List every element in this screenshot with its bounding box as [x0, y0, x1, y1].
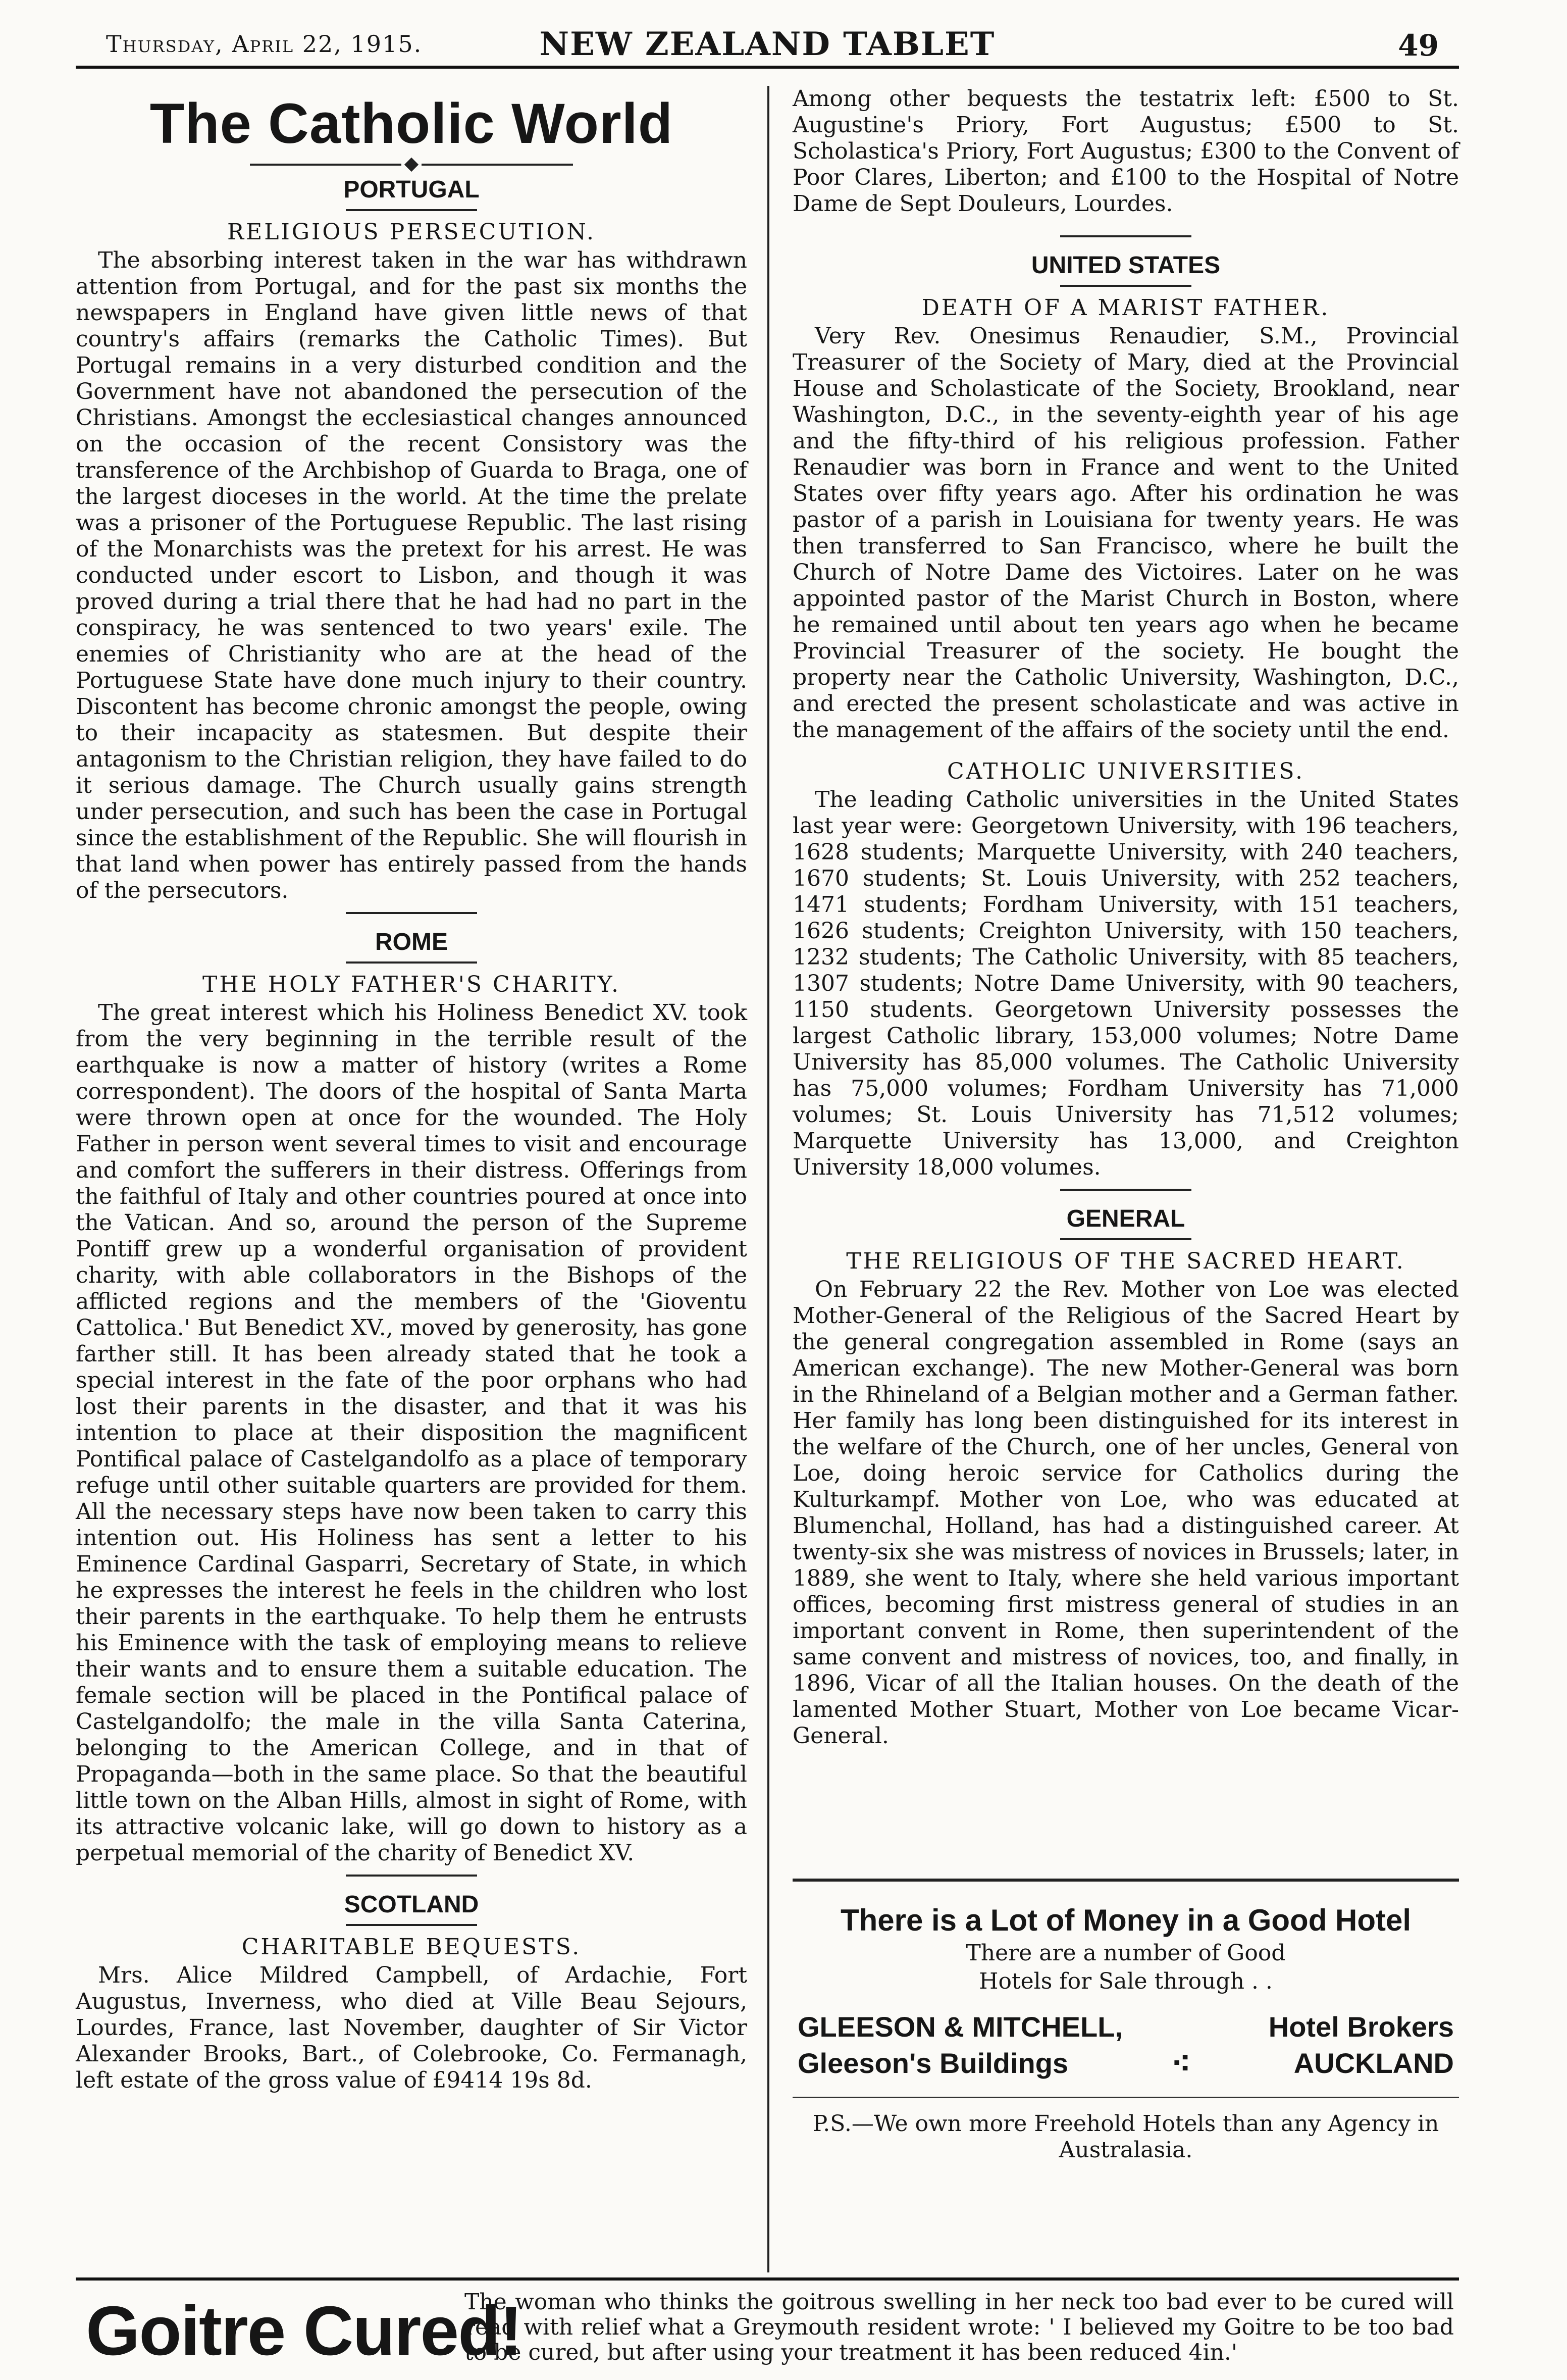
column-divider — [767, 86, 769, 2272]
ad-firm-row — [798, 2009, 1454, 2045]
article-catholic-universities: The leading Catholic universities in the United States last year were: Georgetown University, with 196 teachers, 1628 students; Marquette University, with 240 teachers, 1670 students; St. Louis University, with 252 teachers, 1471 students; Fordham University, with 151 teachers, 1626 students; Creighton University, with 150 teachers, 1232 students; The Catholic University, with 85 teachers, 1307 students; Notre Dame University, with 90 teachers, 1150 students. Georgetown University possesses the largest Catholic library, 153,000 volumes; Notre Dame University has 85,000 volumes. The Catholic University has 75,000 volumes; Fordham University has 71,000 volumes; St. Louis University has 71,512 volumes; Marquette University has 13,000, and Creighton University 18,000 volumes. — [793, 787, 1459, 1180]
article-scotland: Mrs. Alice Mildred Campbell, of Ardachie, Fort Augustus, Inverness, who died at Ville Beau Sejours, Lourdes, France, last November, daughter of Sir Victor Alexander Brooks, Bart., of Colebrooke, Co. Fermanagh, left estate of the gross value of £9414 19s 8d. — [76, 1962, 747, 2093]
headline-holy-fathers-charity: THE HOLY FATHER'S CHARITY. — [202, 972, 620, 997]
article-scotland-continued: Among other bequests the testatrix left: £500 to St. Augustine's Priory, Fort Augustus; £500 to St. Scholastica's Priory, Fort Augustus; £300 to the Convent of Poor Clares, Liberton; and £100 to the Hospital of Notre Dame de Sept Douleurs, Lourdes. — [793, 86, 1459, 217]
ad-firm-name: GLEESON & MITCHELL, — [798, 2011, 1123, 2043]
goitre-advertisement — [76, 2277, 1459, 2380]
article-sacred-heart: On February 22 the Rev. Mother von Loe was elected Mother-General of the Religious of the Sacred Heart by the general congregation assembled in Rome (says an American exchange). The new Mother-General was born in the Rhineland of a Belgian mother and a German father. Her family has long been distinguished for its interest in the welfare of the Church, one of her uncles, General von Loe, doing heroic service for Catholics during the Kulturkampf. Mother von Loe, who was educated at Blumenchal, Holland, has had a distinguished career. At twenty-six she was mistress of novices in Brussels; later, in 1889, she went to Italy, where she held various important offices, becoming first mistress general of studies in an important convent in Rome, then superintendent of the same convent and mistress of novices, too, and finally, in 1896, Vicar of all the Italian houses. On the death of the lamented Mother Stuart, Mother von Loe became Vicar-General. — [793, 1277, 1459, 1749]
ad-separator: ⁖ — [1171, 2047, 1191, 2079]
section-rule — [346, 1924, 477, 1926]
ad-postscript: P.S.—We own more Freehold Hotels than any Agency in Australasia. — [812, 2111, 1439, 2163]
headline-death-of-marist-father: DEATH OF A MARIST FATHER. — [921, 295, 1330, 321]
section-rule — [346, 209, 477, 211]
title-ornament — [76, 160, 747, 170]
section-rule — [1060, 1238, 1191, 1240]
section-rule — [346, 912, 477, 914]
left-column — [76, 86, 747, 2094]
article-marist-father: Very Rev. Onesimus Renaudier, S.M., Provincial Treasurer of the Society of Mary, died at the Provincial House and Scholasticate of the Society, Brookland, near Washington, D.C., in the seventy-eighth year of his age and the fifty-third of his religious profession. Father Renaudier was born in France and went to the United States over fifty years ago. After his ordination he was pastor of a parish in Louisiana for twenty years. He was then transferred to San Francisco, where he built the Church of Notre Dame des Victoires. Later on he was appointed pastor of the Marist Church in Boston, where he remained until about ten years ago when he became Provincial Treasurer of the society. He bought the property near the Catholic University, Washington, D.C., and erected the present scholasticate and was active in the management of the affairs of the society until the end. — [793, 323, 1459, 743]
article-portugal: The absorbing interest taken in the war has withdrawn attention from Portugal, and for the past six months the newspapers in England have given little news of that country's affairs (remarks the Catholic Times). But Portugal remains in a very disturbed condition and the Government have not abandoned the persecution of the Christians. Amongst the ecclesiastical changes announced on the occasion of the recent Consistory was the transference of the Archbishop of Guarda to Braga, one of the largest dioceses in the world. At the time the prelate was a prisoner of the Portuguese Republic. The last rising of the Monarchists was the pretext for his arrest. He was conducted under escort to Lisbon, and though it was proved during a trial there that he had had no part in the conspiracy, he was sentenced to two years' exile. The enemies of Christianity who are at the head of the Portuguese State have done much injury to their country. Discontent has become chronic amongst the people, owing to their incapacity as statesmen. But despite their antagonism to the Christian religion, they have failed to do it serious damage. The Church usually gains strength under persecution, and such has been the case in Portugal since the establishment of the Republic. She will flourish in that land when power has entirely passed from the hands of the persecutors. — [76, 247, 747, 903]
article-rome: The great interest which his Holiness Benedict XV. took from the very beginning in the terrible result of the earthquake is now a matter of history (writes a Rome correspondent). The doors of the hospital of Santa Marta were thrown open at once for the wounded. The Holy Father in person went several times to visit and encourage and comfort the sufferers in their distress. Offerings from the faithful of Italy and other countries poured at once into the Vatican. And so, around the person of the Supreme Pontiff grew up a wonderful organisation of provident charity, with able collaborators in the Bishops of the afflicted regions and the members of the 'Gioventu Cattolica.' But Benedict XV., moved by generosity, has gone farther still. It has been already stated that he took a special interest in the fate of the poor orphans who had lost their parents in the disaster, and that it was his intention to place at their disposition the magnificent Pontifical palace of Castelgandolfo as a place of temporary refuge until other suitable quarters are provided for them. All the necessary steps have now been taken to carry this intention out. His Holiness has sent a letter to his Eminence Cardinal Gasparri, Secretary of State, in which he expresses the interest he feels in the children who lost their parents in the earthquake. To help them he entrusts his Eminence with the task of employing means to relieve their wants and to ensure them a suitable education. The female section will be placed in the Pontifical palace of Castelgandolfo; the male in the villa Santa Caterina, belonging to the American College, and in that of Propaganda—both in the same place. So that the beautiful little town on the Alban Hills, almost in sight of Rome, with its attractive volcanic lake, will go down to history as a perpetual memorial of the charity of Benedict XV. — [76, 1000, 747, 1866]
section-rule — [1060, 235, 1191, 237]
ad-title: There is a Lot of Money in a Good Hotel — [840, 1903, 1412, 1937]
ad-building: Gleeson's Buildings — [798, 2047, 1069, 2079]
section-rule — [1060, 285, 1191, 287]
section-general: GENERAL — [1066, 1205, 1185, 1232]
page-header — [76, 25, 1459, 69]
section-united-states: UNITED STATES — [1031, 252, 1221, 279]
ad-firm-role: Hotel Brokers — [1268, 2011, 1454, 2043]
headline-religious-sacred-heart: THE RELIGIOUS OF THE SACRED HEART. — [846, 1248, 1405, 1274]
masthead-title: NEW ZEALAND TABLET — [539, 25, 996, 63]
right-column — [793, 86, 1459, 1749]
goitre-headline: Goitre Cured! — [86, 2292, 522, 2370]
section-scotland: SCOTLAND — [344, 1891, 479, 1918]
section-rome: ROME — [375, 929, 448, 955]
section-rule — [346, 1875, 477, 1877]
ad-rule — [793, 2097, 1459, 2098]
ad-city: AUCKLAND — [1293, 2047, 1454, 2079]
hotel-advertisement — [793, 1879, 1459, 2163]
page-number: 49 — [1398, 28, 1439, 63]
goitre-text: The woman who thinks the goitrous swelling in her neck too bad ever to be cured will read with relief what a Greymouth resident wrote: ' I believed my Goitre to be too bad to be cured, but after using your treatment it has been reduced 4in.' — [464, 2289, 1454, 2365]
ad-line-1: There are a number of Good — [966, 1940, 1286, 1966]
section-rule — [346, 961, 477, 964]
section-portugal: PORTUGAL — [343, 176, 480, 203]
ad-line-2: Hotels for Sale through . . — [979, 1968, 1273, 1994]
section-rule — [1060, 1189, 1191, 1191]
headline-religious-persecution: RELIGIOUS PERSECUTION. — [227, 219, 596, 245]
headline-catholic-universities: CATHOLIC UNIVERSITIES. — [947, 758, 1304, 784]
headline-charitable-bequests: CHARITABLE BEQUESTS. — [241, 1934, 582, 1960]
issue-date: Thursday, April 22, 1915. — [106, 30, 423, 58]
main-title: The Catholic World — [149, 92, 673, 155]
ad-address-row — [798, 2045, 1454, 2082]
